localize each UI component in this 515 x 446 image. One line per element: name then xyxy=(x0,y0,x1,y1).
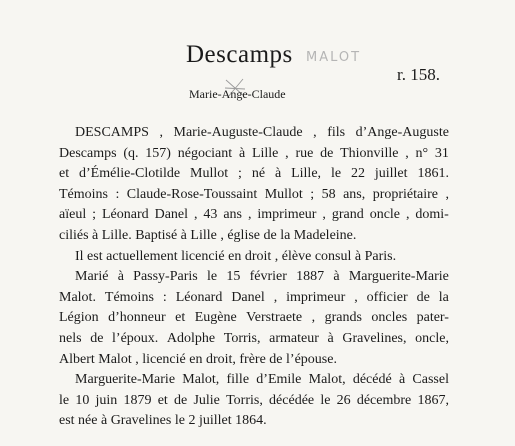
spouse-paragraph xyxy=(59,370,449,432)
marriage-paragraph xyxy=(59,267,449,370)
text-line: aïeul ; Léonard Danel , 43 ans , imprimeur , grand oncle , domi- xyxy=(59,207,449,223)
document-body xyxy=(59,123,449,432)
text-line: et d’Émélie-Clotilde Mullot ; né à Lille, le 22 juillet 1861. xyxy=(59,166,449,182)
page-subtitle: Marie-Ange-Claude xyxy=(189,87,286,101)
text-line: Descamps (q. 157) négociant à Lille , rue de Thionville , n° 31 xyxy=(59,145,449,161)
reference-number: r. 158. xyxy=(397,65,440,84)
occupation-paragraph xyxy=(59,247,449,268)
text-line: nels de l’époux. Adolphe Torris, armateur à Gravelines, oncle, xyxy=(59,330,449,346)
text-line: Témoins : Claude-Rose-Toussaint Mullot ; 58 ans, propriétaire , xyxy=(59,186,449,202)
page-title: Descamps xyxy=(186,41,293,68)
text-line: Marguerite-Marie Malot, fille d’Emile Malot, décédé à Cassel xyxy=(75,372,449,388)
text-line: ciliés à Lille. Baptisé à Lille , église de la Madeleine. xyxy=(59,227,357,243)
text-line: Légion d’honneur et Eugène Verstraete , grands oncles pater- xyxy=(59,310,449,326)
text-line: le 10 juin 1879 et de Julie Torris, décédée le 26 décembre 1867, xyxy=(59,392,449,408)
birth-paragraph xyxy=(59,123,449,247)
text-line: Malot. Témoins : Léonard Danel , imprimeur , officier de la xyxy=(59,289,449,305)
text-line: Marié à Passy-Paris le 15 février 1887 à Marguerite-Marie xyxy=(75,269,449,285)
text-line: DESCAMPS , Marie-Auguste-Claude , fils d’Ange-Auguste xyxy=(75,125,449,140)
text-line: est née à Gravelines le 2 juillet 1864. xyxy=(59,413,267,429)
text-line: Il est actuellement licencié en droit , élève consul à Paris. xyxy=(75,248,397,264)
handwritten-annotation: MALOT xyxy=(306,50,362,65)
text-line: Albert Malot , licencié en droit, frère de l’épouse. xyxy=(59,351,337,367)
